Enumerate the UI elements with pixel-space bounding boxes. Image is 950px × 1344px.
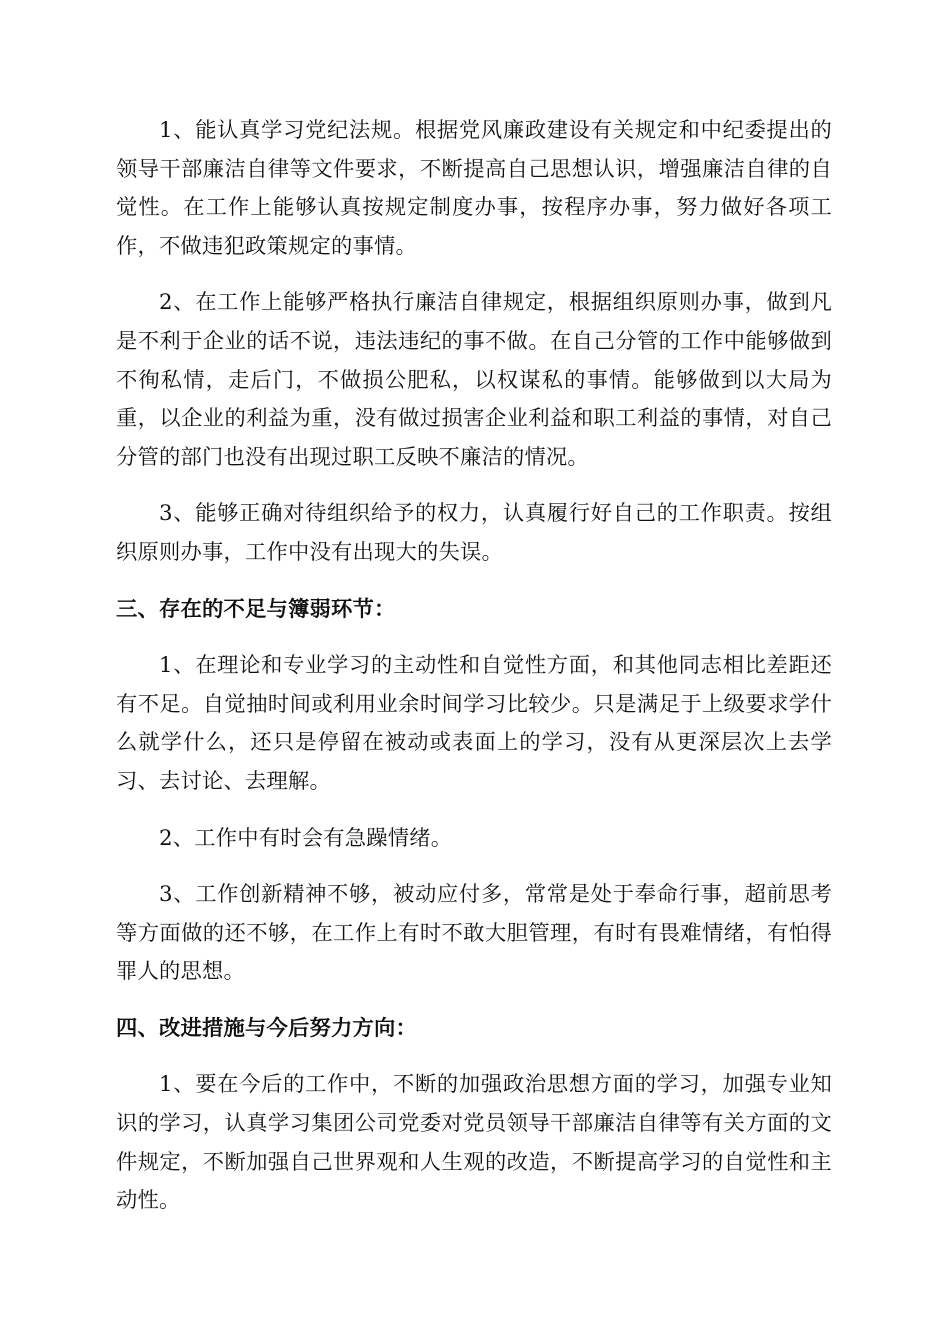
paragraph-shortcoming-3: 3、工作创新精神不够，被动应付多，常常是处于奉命行事，超前思考等方面做的还不够，在工作上有时不敢大胆管理，有时有畏难情绪，有怕得罪人的思想。 xyxy=(116,882,832,985)
paragraph-2: 2、在工作上能够严格执行廉洁自律规定，根据组织原则办事，做到凡是不利于企业的话不说，违法违纪的事不做。在自己分管的工作中能够做到不徇私情，走后门，不做损公肥私，以权谋私的事情。能够做到以大局为重，以企业的利益为重，没有做过损害企业利益和职工利益的事情，对自己分管的部门也没有出现过职工反映不廉洁的情况。 xyxy=(116,290,832,470)
section-heading-improvements: 四、改进措施与今后努力方向： xyxy=(116,1015,417,1041)
paragraph-3: 3、能够正确对待组织给予的权力，认真履行好自己的工作职责。按组织原则办事，工作中没有出现大的失误。 xyxy=(116,501,832,565)
paragraph-shortcoming-1: 1、在理论和专业学习的主动性和自觉性方面，和其他同志相比差距还有不足。自觉抽时间或利用业余时间学习比较少。只是满足于上级要求学什么就学什么，还只是停留在被动或表面上的学习，没有从更深层次上去学习、去讨论、去理解。 xyxy=(116,653,832,794)
section-heading-shortcomings: 三、存在的不足与簿弱环节： xyxy=(116,596,396,622)
document-body xyxy=(116,112,832,1239)
paragraph-shortcoming-2: 2、工作中有时会有急躁情绪。 xyxy=(159,825,453,851)
paragraph-1: 1、能认真学习党纪法规。根据党风廉政建设有关规定和中纪委提出的领导干部廉洁自律等文件要求，不断提高自己思想认识，增强廉洁自律的自觉性。在工作上能够认真按规定制度办事，按程序办事，努力做好各项工作，不做违犯政策规定的事情。 xyxy=(116,118,832,259)
paragraph-improvement-1: 1、要在今后的工作中，不断的加强政治思想方面的学习，加强专业知识的学习，认真学习集团公司党委对党员领导干部廉洁自律等有关方面的文件规定，不断加强自己世界观和人生观的改造，不断提高学习的自觉性和主动性。 xyxy=(116,1072,832,1214)
